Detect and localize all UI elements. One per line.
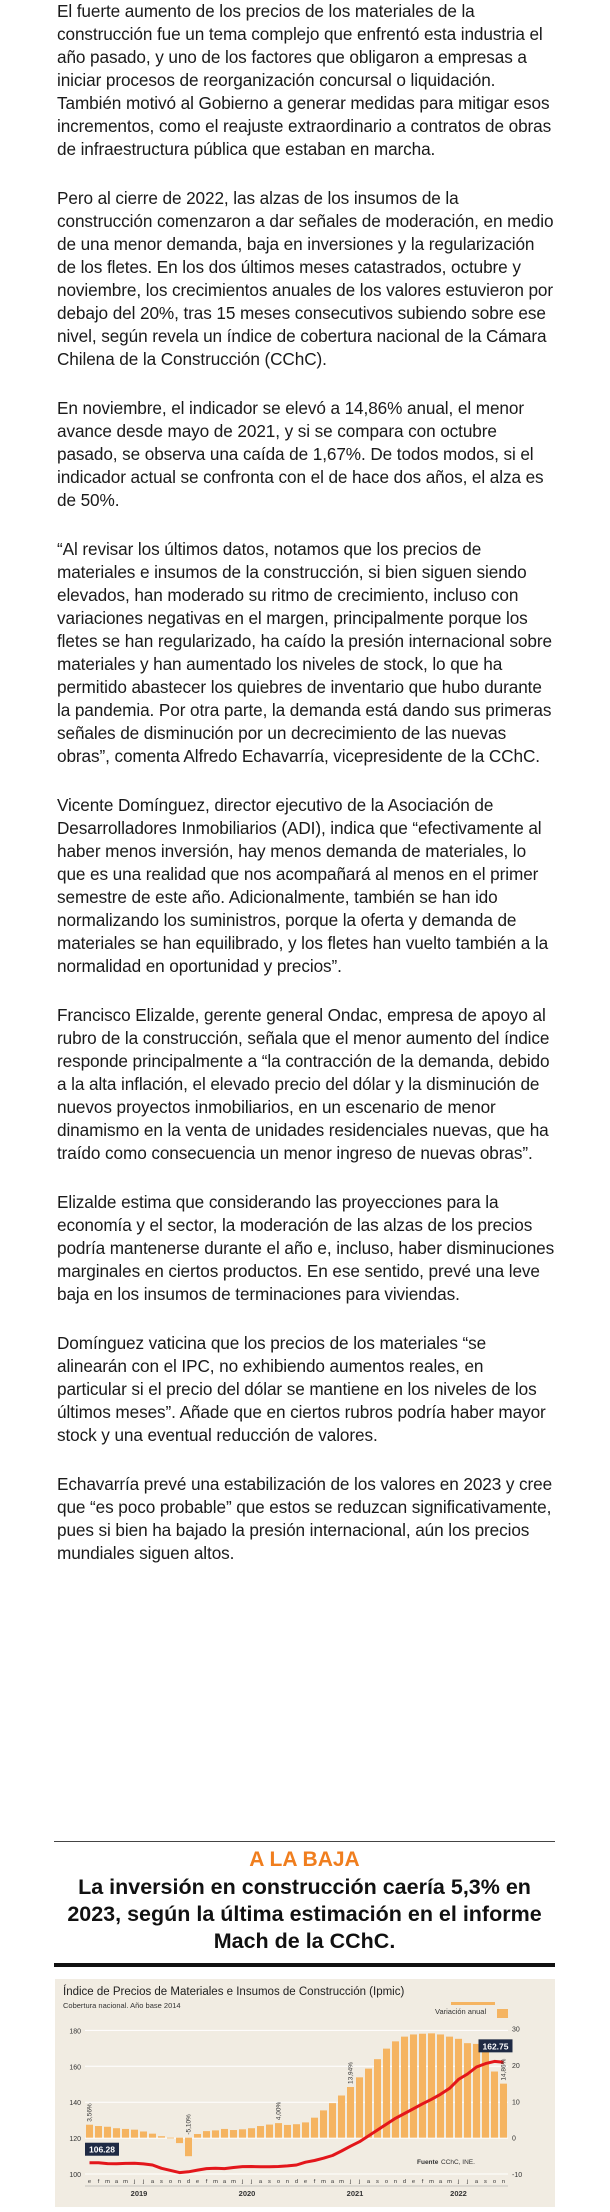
right-tick-label: 0 xyxy=(512,2135,516,2143)
month-tick-label: o xyxy=(384,2179,389,2185)
month-tick-label: f xyxy=(421,2179,424,2185)
paragraph: “Al revisar los últimos datos, notamos que los precios de materiales e insumos de la construcción, si bien siguen siendo elevados, han moderado su ritmo de crecimiento, incluso con variaciones negativas en el margen, principalmente porque los fletes se han regularizado, ha caído la presión internacional sobre materiales y han aumentado los niveles de stock, lo que ha permitido abastecer los quiebres de inventario que hubo durante la pandemia. Por otra parte, la demanda está dando sus primeras señales de disminución por un decrecimiento de las nuevas obras”, comenta Alfredo Echavarría, vicepresidente de la CChC. xyxy=(57,539,552,766)
bar xyxy=(239,2129,246,2137)
bar xyxy=(167,2138,174,2139)
left-tick-label: 180 xyxy=(69,2028,81,2036)
month-tick-label: o xyxy=(492,2179,497,2185)
month-tick-label: m xyxy=(213,2179,218,2185)
bar xyxy=(284,2125,291,2138)
sidebar-box xyxy=(54,1841,555,1967)
month-tick-label: o xyxy=(168,2179,173,2185)
paragraph: Echavarría prevé una estabilización de los valores en 2023 y cree que “es poco probable” que estos se reduzcan significativamente, pues si bien ha bajado la presión internacional, aún los precios mundiales siguen altos. xyxy=(57,1474,553,1563)
month-tick-label: a xyxy=(438,2179,443,2185)
paragraph: Pero al cierre de 2022, las alzas de los insumos de la construcción comenzaron a dar señales de moderación, en medio de una menor demanda, baja en inversiones y la regularización de los fletes. En los dos últimos meses catastrados, octubre y noviembre, los crecimientos anuales de los valores estuvieron por debajo del 20%, tras 15 meses consecutivos subiendo sobre ese nivel, según revela un índice de cobertura nacional de la Cámara Chilena de la Construcción (CChC). xyxy=(57,188,554,369)
month-tick-label: e xyxy=(87,2179,92,2185)
bar xyxy=(464,2043,471,2137)
bar xyxy=(185,2138,192,2157)
bar xyxy=(419,2034,426,2138)
source-label: Fuente xyxy=(417,2159,439,2166)
year-label: 2022 xyxy=(450,2189,467,2198)
bar xyxy=(86,2125,93,2138)
month-tick-label: m xyxy=(321,2179,326,2185)
month-tick-label: e xyxy=(195,2179,200,2185)
bar xyxy=(131,2130,138,2138)
bar-value-label: 3,56% xyxy=(86,2103,94,2122)
bar xyxy=(266,2125,273,2138)
bar xyxy=(293,2124,300,2137)
month-tick-label: f xyxy=(313,2179,316,2185)
bar xyxy=(338,2096,345,2138)
bar xyxy=(392,2041,399,2137)
month-tick-label: j xyxy=(142,2179,145,2185)
bar xyxy=(113,2128,120,2137)
bar xyxy=(329,2103,336,2138)
year-label: 2020 xyxy=(238,2189,256,2198)
bar-value-label: -5,10% xyxy=(185,2114,193,2135)
bar xyxy=(122,2129,129,2138)
month-tick-label: a xyxy=(330,2179,335,2185)
legend-swatch xyxy=(451,2002,495,2005)
box-headline: La inversión en construcción caería 5,3% en 2023, según la última estimación en el informe Mach de la CChC. xyxy=(67,1875,542,1953)
bar xyxy=(365,2069,372,2138)
month-tick-label: e xyxy=(411,2179,416,2185)
legend-label: Variación anual xyxy=(435,2007,487,2016)
bar xyxy=(302,2122,309,2137)
month-tick-label: s xyxy=(376,2179,379,2185)
month-tick-label: s xyxy=(268,2179,271,2185)
bar xyxy=(212,2130,219,2137)
paragraph: Elizalde estima que considerando las proyecciones para la economía y el sector, la moderación de las alzas de los precios podría mantenerse durante el año e, incluso, haber disminuciones marginales en ciertos productos. En ese sentido, prevé una leve baja en los insumos de terminaciones para viviendas. xyxy=(57,1192,555,1304)
right-tick-label: 20 xyxy=(512,2062,520,2070)
bar xyxy=(230,2130,237,2138)
paragraph: El fuerte aumento de los precios de los materiales de la construcción fue un tema complejo que enfrentó esta industria el año pasado, y uno de los factores que obligaron a empresas a iniciar procesos de reorganización concursal o liquidación. También motivó al Gobierno a generar medidas para mitigar esos incrementos, como el reajuste extraordinario a contratos de obras de infraestructura pública que estaban en marcha. xyxy=(57,1,552,159)
paragraph: Vicente Domínguez, director ejecutivo de la Asociación de Desarrolladores Inmobiliarios (ADI), indica que “efectivamente al haber menos inversión, hay menos demanda de materiales, lo que es una realidad que nos acompañará al menos en el primer semestre de este año. Adicionalmente, también se han ido normalizando los suministros, porque la oferta y demanda de materiales se han equilibrado, y los fletes han vuelto también a la normalidad en oportunidad y precios”. xyxy=(57,795,549,976)
bar xyxy=(194,2134,201,2138)
bar xyxy=(347,2087,354,2138)
month-tick-label: a xyxy=(366,2179,371,2185)
month-tick-label: j xyxy=(358,2179,361,2185)
index-callout-label: 162.75 xyxy=(482,2041,509,2052)
bar xyxy=(203,2131,210,2138)
bar-value-label: 13,94% xyxy=(347,2061,355,2084)
bar xyxy=(473,2044,480,2138)
paragraph: Francisco Elizalde, gerente general Ondac, empresa de apoyo al rubro de la construcción, señala que el menor aumento del índice responde principalmente a “la contracción de la demanda, debido a la alta inflación, el elevado precio del dólar y la disminución de nuevos proyectos inmobiliarios, en un escenario de menor dinamismo en la venta de unidades residenciales nuevas, que ha traído como consecuencia un menor ingreso de nuevas obras”. xyxy=(57,1005,550,1163)
month-tick-label: m xyxy=(429,2179,434,2185)
month-tick-label: m xyxy=(105,2179,110,2185)
bottom-divider xyxy=(54,1963,555,1967)
right-tick-label: -10 xyxy=(512,2172,523,2179)
bar xyxy=(95,2126,102,2138)
article-body xyxy=(57,0,557,1591)
month-tick-label: m xyxy=(123,2179,128,2185)
left-tick-label: 140 xyxy=(69,2100,81,2108)
bar xyxy=(482,2046,489,2137)
index-callout-label: 106.28 xyxy=(89,2144,115,2155)
year-label: 2019 xyxy=(130,2189,148,2198)
month-tick-label: d xyxy=(186,2179,191,2185)
bar xyxy=(356,2077,363,2137)
month-tick-label: a xyxy=(150,2179,155,2185)
paragraph: Domínguez vaticina que los precios de los materiales “se alinearán con el IPC, no exhibiendo aumentos reales, en particular si el precio del dólar se mantiene en los niveles de los últimos meses”. Añade que en ciertos rubros podría haber mayor stock y una eventual reducción de valores. xyxy=(57,1333,546,1445)
bar xyxy=(275,2123,282,2138)
top-divider xyxy=(54,1841,555,1842)
right-tick-label: 10 xyxy=(512,2099,520,2107)
bar xyxy=(140,2131,147,2137)
month-tick-label: e xyxy=(303,2179,308,2185)
month-tick-label: n xyxy=(177,2179,182,2185)
month-tick-label: f xyxy=(205,2179,208,2185)
bar-value-label: 14,86% xyxy=(500,2058,508,2081)
chart-subtitle: Cobertura nacional. Año base 2014 xyxy=(63,2001,181,2010)
month-tick-label: j xyxy=(133,2179,136,2185)
bar xyxy=(410,2034,417,2137)
box-kicker: A LA BAJA xyxy=(249,1848,360,1871)
month-tick-label: j xyxy=(250,2179,253,2185)
month-tick-label: f xyxy=(97,2179,100,2185)
right-tick-label: 30 xyxy=(512,2026,520,2034)
month-tick-label: d xyxy=(402,2179,407,2185)
month-tick-label: m xyxy=(231,2179,236,2185)
chart-title: Índice de Precios de Materiales e Insumos de Construcción (Ipmic) xyxy=(63,1986,405,1998)
source-text: CChC, INE. xyxy=(441,2159,475,2166)
bar xyxy=(437,2034,444,2137)
month-tick-label: a xyxy=(114,2179,119,2185)
month-tick-label: o xyxy=(276,2179,281,2185)
paragraph: En noviembre, el indicador se elevó a 14,86% anual, el menor avance desde mayo de 2021, y si se compara con octubre pasado, se observa una caída de 1,67%. De todos modos, si el indicador actual se confronta con el de hace dos años, el alza es de 50%. xyxy=(57,398,544,510)
bar xyxy=(320,2110,327,2137)
month-tick-label: d xyxy=(294,2179,299,2185)
left-tick-label: 160 xyxy=(69,2064,81,2072)
bar xyxy=(311,2118,318,2138)
month-tick-label: j xyxy=(457,2179,460,2185)
bar xyxy=(491,2072,498,2138)
month-tick-label: a xyxy=(258,2179,263,2185)
bar xyxy=(248,2128,255,2137)
month-tick-label: s xyxy=(160,2179,163,2185)
year-label: 2021 xyxy=(346,2189,364,2198)
bar xyxy=(455,2039,462,2138)
bar xyxy=(401,2037,408,2138)
bar xyxy=(158,2136,165,2137)
left-tick-label: 120 xyxy=(69,2136,81,2144)
bar xyxy=(149,2134,156,2138)
month-tick-label: n xyxy=(285,2179,290,2185)
left-tick-label: 100 xyxy=(69,2172,81,2179)
bar xyxy=(104,2127,111,2138)
chart-svg xyxy=(55,1979,555,2207)
month-tick-label: j xyxy=(241,2179,244,2185)
month-tick-label: j xyxy=(466,2179,469,2185)
month-tick-label: n xyxy=(501,2179,506,2185)
month-tick-label: m xyxy=(339,2179,344,2185)
bar xyxy=(221,2129,228,2138)
ipmic-chart xyxy=(55,1979,555,2207)
bar xyxy=(374,2059,381,2137)
month-tick-label: a xyxy=(222,2179,227,2185)
month-tick-label: j xyxy=(349,2179,352,2185)
month-tick-label: m xyxy=(447,2179,452,2185)
bar xyxy=(500,2084,507,2138)
bar xyxy=(428,2033,435,2137)
month-tick-label: s xyxy=(484,2179,487,2185)
bar xyxy=(257,2126,264,2138)
month-tick-label: a xyxy=(474,2179,479,2185)
month-tick-label: n xyxy=(393,2179,398,2185)
bar-value-label: 4,00% xyxy=(275,2101,283,2121)
bar xyxy=(176,2138,183,2143)
legend-bar-swatch xyxy=(497,2009,508,2018)
